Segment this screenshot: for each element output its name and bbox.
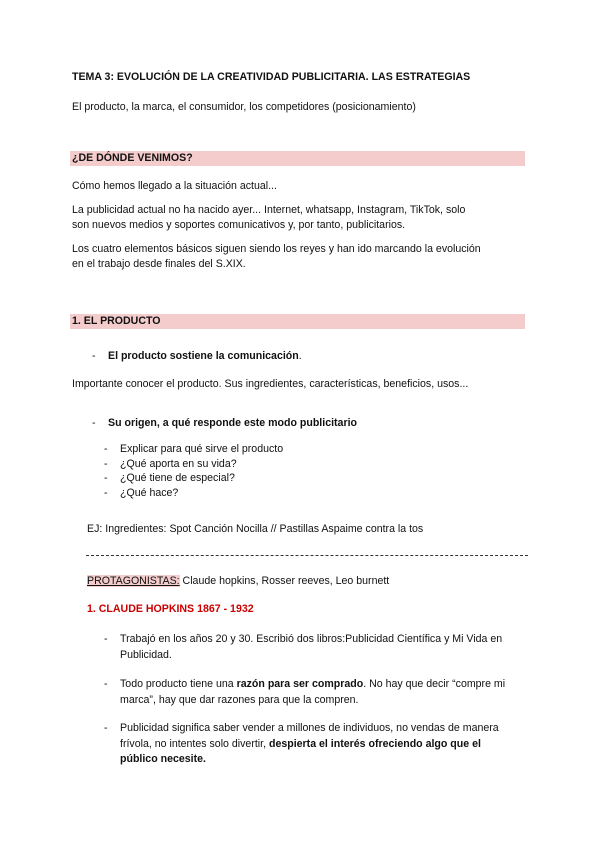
sub-list-item: ¿Qué tiene de especial?: [120, 472, 235, 484]
hopkins-heading: 1. CLAUDE HOPKINS 1867 - 1932: [87, 603, 254, 615]
hopkins-item-line: frívola, no intentes solo divertir, despierta el interés ofreciendo algo que el: [120, 738, 481, 750]
section-heading-band: [70, 314, 525, 329]
sub-list-item: ¿Qué hace?: [120, 487, 179, 499]
bullet-item: El producto sostiene la comunicación.: [108, 350, 302, 362]
bullet-dash: -: [104, 678, 108, 690]
protagonists-label: PROTAGONISTAS:: [87, 575, 180, 587]
hopkins-item-line: Publicidad.: [120, 649, 172, 661]
paragraph-line: en el trabajo desde finales del S.XIX.: [72, 258, 246, 270]
section-heading-el-producto: 1. EL PRODUCTO: [72, 315, 161, 327]
hopkins-item-line: Publicidad significa saber vender a millones de individuos, no vendas de manera: [120, 722, 499, 734]
sub-list-item: ¿Qué aporta en su vida?: [120, 458, 237, 470]
protagonists-line: [87, 575, 389, 587]
bullet-dash: -: [92, 350, 96, 362]
sub-list-item: Explicar para qué sirve el producto: [120, 443, 284, 455]
bullet-dash: -: [104, 472, 108, 484]
section-heading-de-donde-venimos: ¿DE DÓNDE VENIMOS?: [72, 152, 193, 164]
paragraph: Importante conocer el producto. Sus ingredientes, características, beneficios, usos...: [72, 378, 469, 390]
paragraph: Cómo hemos llegado a la situación actual...: [72, 180, 277, 192]
bullet-dash: -: [104, 458, 108, 470]
bullet-dash: -: [92, 417, 96, 429]
paragraph-line: La publicidad actual no ha nacido ayer... Internet, whatsapp, Instagram, TikTok, solo: [72, 204, 466, 216]
hopkins-item-line: Todo producto tiene una razón para ser comprado. No hay que decir “compre mi: [120, 678, 506, 690]
hopkins-item-line: marca”, hay que dar razones para que la compren.: [120, 694, 359, 706]
bullet-dash: -: [104, 633, 108, 645]
bullet-dash: -: [104, 443, 108, 455]
paragraph-line: son nuevos medios y soportes comunicativos y, por tanto, publicitarios.: [72, 219, 406, 231]
paragraph-line: Los cuatro elementos básicos siguen siendo los reyes y han ido marcando la evolución: [72, 243, 481, 255]
section-heading-band: [70, 151, 525, 166]
bullet-dash: -: [104, 487, 108, 499]
bullet-item: Su origen, a qué responde este modo publicitario: [108, 417, 357, 429]
hopkins-item-line: público necesite.: [120, 753, 206, 765]
subtitle: El producto, la marca, el consumidor, los competidores (posicionamiento): [72, 101, 416, 113]
example-line: EJ: Ingredientes: Spot Canción Nocilla // Pastillas Aspaime contra la tos: [87, 523, 424, 535]
bullet-dash: -: [104, 722, 108, 734]
hopkins-item-line: Trabajó en los años 20 y 30. Escribió dos libros:Publicidad Científica y Mi Vida en: [120, 633, 503, 645]
protagonists-names: Claude hopkins, Rosser reeves, Leo burnett: [179, 575, 390, 587]
dashed-divider: [86, 555, 528, 556]
page-title: TEMA 3: EVOLUCIÓN DE LA CREATIVIDAD PUBLICITARIA. LAS ESTRATEGIAS: [72, 71, 471, 83]
